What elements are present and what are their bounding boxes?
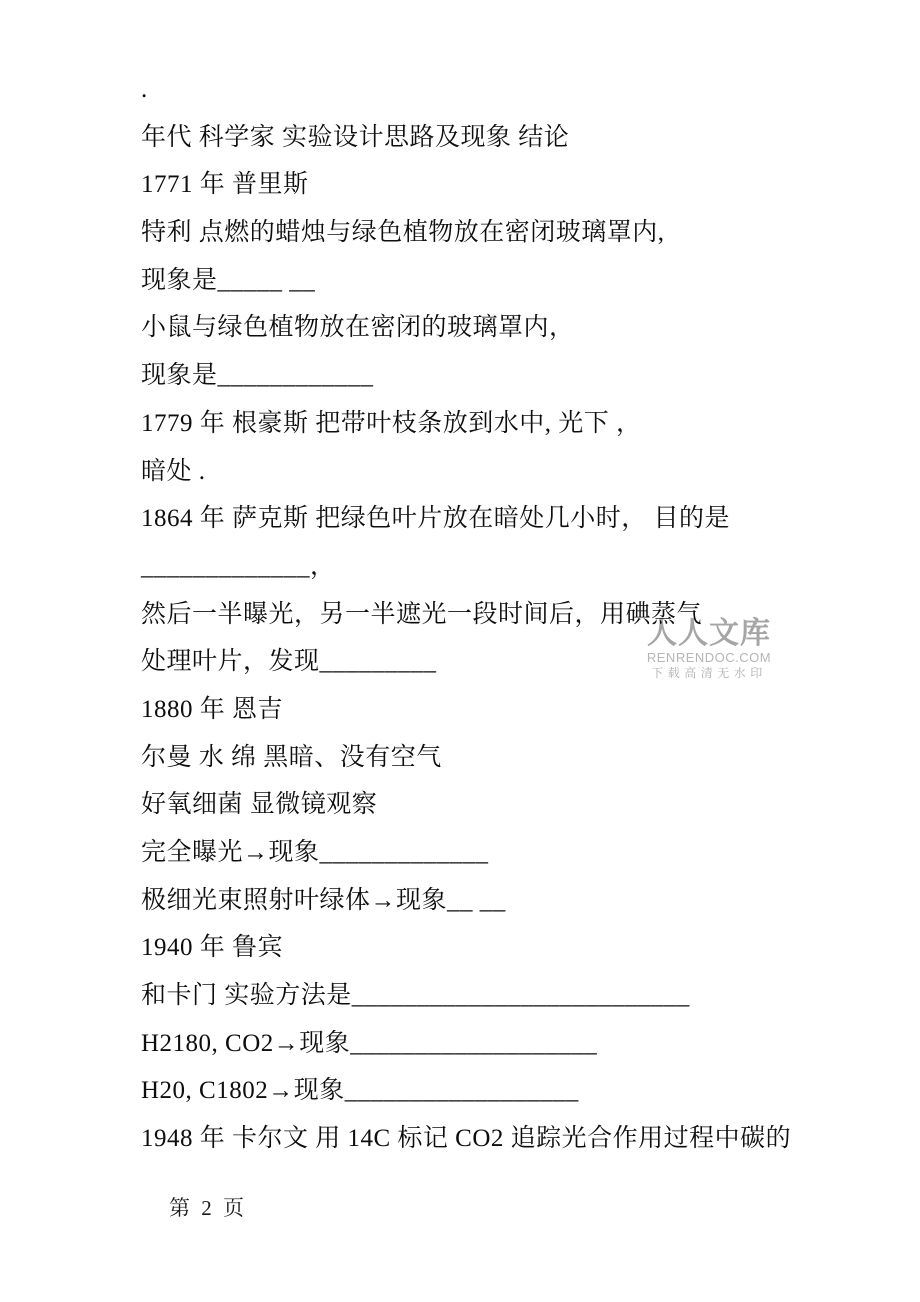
doc-line-dot: . xyxy=(141,76,148,103)
document-body xyxy=(141,66,881,1163)
doc-line-full-exposure-blank: 完全曝光→现象_____________ xyxy=(141,839,489,866)
doc-line-mouse-experiment: 小鼠与绿色植物放在密闭的玻璃罩内， xyxy=(141,314,575,342)
doc-line-1864-sachs: 1864 年 萨克斯 把绿色叶片放在暗处几小时， 目的是 xyxy=(141,505,731,533)
doc-line-1880-engelmann: 1880 年 恩吉 xyxy=(141,695,284,723)
page-number: 第 2 页 xyxy=(169,1196,247,1220)
doc-line-fine-beam-blank: 极细光束照射叶绿体→现象__ __ xyxy=(141,886,506,914)
doc-line-phenomenon-blank-2: 现象是____________ xyxy=(141,362,374,390)
watermark-logo-text: 人人文库 xyxy=(647,617,771,650)
watermark-tagline-text: 下载高清无水印 xyxy=(651,666,767,680)
doc-line-1948-calvin: 1948 年 卡尔文 用 14C 标记 CO2 追踪光合作用过程中碳的 xyxy=(141,1125,792,1153)
doc-line-h2o-c18o2-blank: H20, C1802→现象__________________ xyxy=(141,1077,579,1105)
doc-line-candle-experiment: 特利 点燃的蜡烛与绿色植物放在密闭玻璃罩内, xyxy=(141,219,665,247)
doc-line-kamen-method-blank: 和卡门 实验方法是__________________________ xyxy=(141,982,690,1010)
doc-line-1779-ingenhousz: 1779 年 根豪斯 把带叶枝条放到水中, 光下 ， xyxy=(141,409,642,437)
watermark-site-text: RENRENDOC.COM xyxy=(646,650,772,665)
doc-line-purpose-blank: _____________， xyxy=(141,552,336,580)
doc-line-spirogyra-dark: 尔曼 水 绵 黑暗、没有空气 xyxy=(141,743,442,771)
doc-line-phenomenon-blank-1: 现象是_____ __ xyxy=(141,266,316,294)
doc-line-iodine-result-blank: 处理叶片，发现_________ xyxy=(141,648,437,676)
doc-line-h218o-co2-blank: H2180, CO2→现象___________________ xyxy=(141,1029,598,1057)
doc-line-1771-priestley: 1771 年 普里斯 xyxy=(141,171,309,199)
doc-line-half-exposed: 然后一半曝光，另一半遮光一段时间后，用碘蒸气 xyxy=(141,600,703,628)
doc-line-dark-place: 暗处 . xyxy=(141,457,206,485)
doc-line-table-header: 年代 科学家 实验设计思路及现象 结论 xyxy=(141,123,570,151)
doc-line-1940-ruben: 1940 年 鲁宾 xyxy=(141,934,284,962)
doc-line-aerobic-bacteria: 好氧细菌 显微镜观察 xyxy=(141,791,378,819)
